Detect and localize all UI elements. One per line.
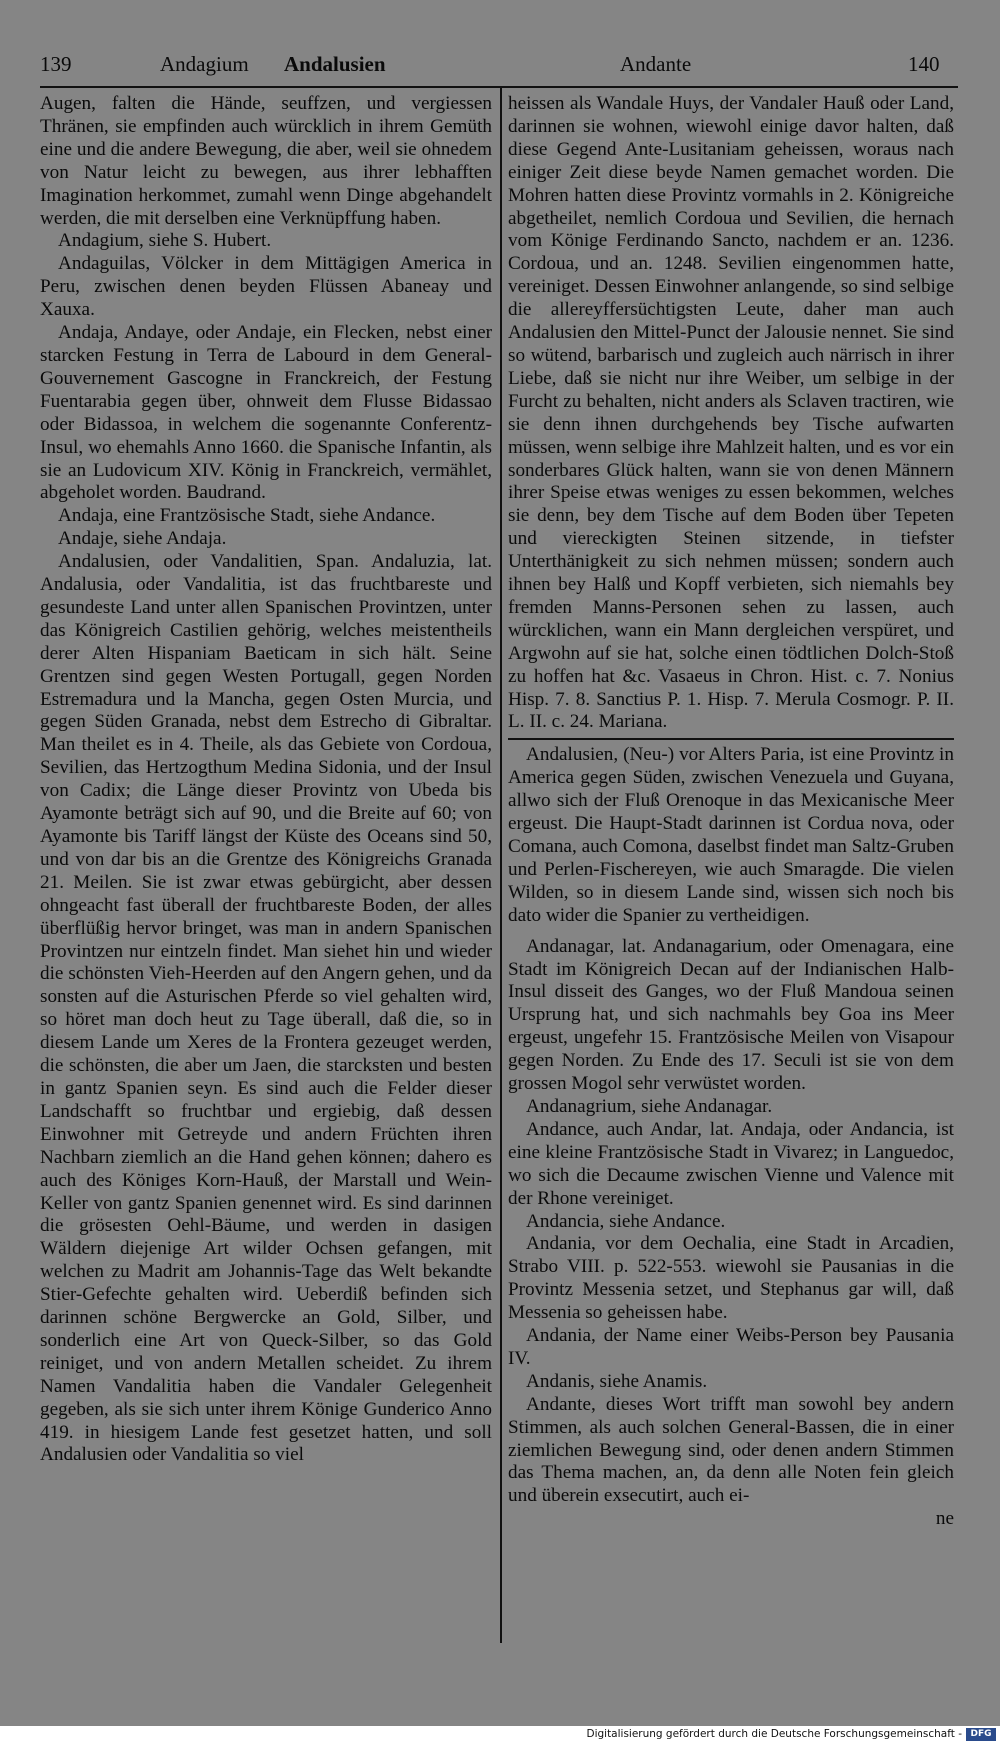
entry-andaguilas: Andaguilas, Völcker in dem Mittägigen America in Peru, zwischen denen beyden Flüssen Abaneay und Xauxa. (40, 253, 492, 321)
entry-andania-name: Andania, der Name einer Weibs-Person bey Pausania IV. (508, 1325, 954, 1369)
entry-continued: Augen, falten die Hände, seuffzen, und vergiessen Thränen, sie empfinden auch würcklich in ihrem Gemüth eine und die andere Bewegung, die aber, weil sie ohnedem von Natur leicht zu bewegen, aus ihrer lebhafften Imagination herkommet, zumahl wenn Dinge abgehandelt werden, die mit derselben eine Verknüpffung haben. (40, 93, 492, 229)
page-number-left: 139 (40, 52, 72, 76)
footer-credit: Digitalisierung gefördert durch die Deutsche Forschungsgemeinschaft - (586, 1728, 962, 1740)
entry-andaja-stadt: Andaja, eine Frantzösische Stadt, siehe Andance. (58, 505, 436, 527)
column-divider (500, 88, 502, 1643)
entry-andalusien-continued: heissen als Wandale Huys, der Vandaler Hauß oder Land, darinnen sie wohnen, wiewohl einige davor halten, daß diese Gegend Ante-Lusitaniam geheissen, woraus nach einiger Zeit diese beyde Namen gemachet worden. Die Mohren hatten diese Provintz vormahls in 2. Königreiche abgetheilet, nemlich Cordoua und Sevilien, die hernach vom Könige Ferdinando Sancto, nachdem er an. 1236. Cordoua, und an. 1248. Sevilien eingenommen hatte, vereiniget. Dessen Einwohner anlangende, so sind selbige die allereyffersüchtigsten Leute, daher man auch Andalusien den Mittel-Punct der Jalousie nennet. Sie sind so wütend, barbarisch und zugleich auch närrisch in ihrer Liebe, daß sie nicht nur ihre Weiber, um selbige in der Furcht zu behalten, nicht anders als Sclaven tractiren, wie sie denn ihnen durchgehends bey Tische aufwarten müssen, wenn selbige ihre Mahlzeit halten, und es vor ein sonderbares Glück halten, wann sie von denen Männern ihrer Speise etwas weniges zu essen bekommen, welches sie denn, bey dem Tische auf dem Boden über Tepeten und viereckigten Steinen sitzende, in tiefster Unterthänigkeit zu sich nehmen müssen; sondern auch ihnen bey Halß und Kopff verbieten, sich niemahls bey fremden Manns-Personen sehen zu lassen, auch würcklichen, wann ein Mann dergleichen verspüret, und Argwohn auf sie hat, solche einen tödtlichen Dolch-Stoß zu hoffen hat &c. Vasaeus in Chron. Hist. c. 7. Nonius Hisp. 7. 8. Sanctius P. 1. Hisp. 7. Merula Cosmogr. P. II. L. II. c. 24. Mariana. (508, 93, 954, 733)
left-column (40, 93, 492, 1467)
entry-andanis: Andanis, siehe Anamis. (526, 1370, 708, 1392)
digitization-footer (0, 1726, 1000, 1744)
dfg-logo: DFG (966, 1728, 996, 1741)
entry-andance: Andance, auch Andar, lat. Andaja, oder Andancia, ist eine kleine Frantzösische Stadt in Vivarez; in Languedoc, wo sich die Decaume zwischen Vienne und Valence mit der Rhone vereiniget. (508, 1118, 954, 1209)
header-keyword-main: Andalusien (284, 52, 386, 76)
entry-andaje: Andaje, siehe Andaja. (58, 528, 227, 550)
header-rule (40, 86, 958, 88)
entry-andaja: Andaja, Andaye, oder Andaje, ein Flecken, nebst einer starcken Festung in Terra de Labourd in dem General-Gouvernement Gascogne in Franckreich, der Festung Fuentarabia gegen über, ohnweit dem Flusse Bidassao oder Bidassoa, in welchem die sogenannte Conferentz-Insul, wo ehemahls Anno 1660. die Spanische Infantin, als sie an Ludovicum XIV. König in Franckreich, vermählet, abgeholet worden. Baudrand. (40, 322, 492, 504)
entry-andagium: Andagium, siehe S. Hubert. (58, 230, 272, 252)
header-keyword-left: Andagium (160, 52, 249, 76)
page-header (40, 48, 952, 84)
right-column (508, 93, 954, 1531)
entry-andante: Andante, dieses Wort trifft man sowohl bey andern Stimmen, als auch solchen General-Bassen, die in einer ziemlichen Bewegung sind, oder denen andern Stimmen das Thema machen, an, da denn alle Noten fein gleich und überein exsecutirt, auch ei- (508, 1393, 954, 1507)
catchword: ne (935, 1508, 954, 1530)
entry-andancia: Andancia, siehe Andance. (526, 1210, 726, 1232)
header-keyword-right: Andante (620, 52, 692, 76)
entry-andanagrium: Andanagrium, siehe Andanagar. (526, 1095, 773, 1117)
entry-neu-andalusien: Andalusien, (Neu-) vor Alters Paria, ist eine Provintz in America gegen Süden, zwischen Venezuela und Guyana, allwo sich der Fluß Orenoque in das Mexicanische Meer ergeust. Die Haupt-Stadt darinnen ist Cordua nova, oder Comana, auch Comona, daselbst findet man Saltz-Gruben und Perlen-Fischereyen, wie auch Smaragde. Die vielen Wilden, so in diesem Lande sind, wissen sich noch bis dato wider die Spanier zu vertheidigen. (508, 744, 954, 926)
entry-andania-stadt: Andania, vor dem Oechalia, eine Stadt in Arcadien, Strabo VIII. p. 522-553. wiewohl sie Pausanias in die Provintz Messenia setzet, und Stephanus gar will, daß Messenia so geheissen habe. (508, 1233, 954, 1324)
page-number-right: 140 (908, 52, 940, 76)
entry-andalusien: Andalusien, oder Vandalitien, Span. Andaluzia, lat. Andalusia, oder Vandalitia, ist das fruchtbareste und gesundeste Land unter allen Spanischen Provintzen, unter das Königreich Castilien gehörig, welches meistentheils derer Alten Hispaniam Baeticam in sich hält. Seine Grentzen sind gegen Westen Portugall, gegen Norden Estremadura und la Mancha, gegen Osten Murcia, und gegen Süden Granada, nebst dem Estrecho di Gibraltar. Man theilet es in 4. Theile, als das Gebiete von Cordoua, Sevilien, das Hertzogthum Medina Sidonia, und der Insul von Cadix; die Länge dieser Provintz von Ubeda bis Ayamonte beträgt sich auf 90, und die Breite auf 60; von Ayamonte bis Tariff längst der Küste des Oceans sind 50, und von dar bis an die Grentze des Königreichs Granada 21. Meilen. Sie ist zwar etwas gebürgicht, aber dessen ohngeacht fast überall der fruchtbareste Boden, der alles überflüßig hervor bringet, was man in andern Spanischen Provintzen nur eintzeln findet. Man siehet hin und wieder die schönsten Vieh-Heerden auf den Angern gehen, und da sonsten auf die Asturischen Pferde so viel gehalten wird, so höret man doch heut zu Tage überall, daß die, so in diesem Lande um Xeres de la Frontera gezeuget werden, die schönsten, die aber um Jaen, die starcksten und besten in gantz Spanien seyn. Es sind auch die Felder dieser Landschafft so fruchtbar und ergiebig, daß dessen Einwohner mit Getreyde und andern Früchten ihren Nachbarn ziemlich an die Hand gehen können; dahero es auch des Königes Korn-Hauß, der Marstall und Wein-Keller von gantz Spanien genennet wird. Es sind darinnen die grösesten Oehl-Bäume, und werden in dasigen Wäldern diejenige Art wilder Ochsen gefangen, mit welchen zu Madrit am Johannis-Tage das Welt bekandte Stier-Gefechte gehalten wird. Ueberdiß befinden sich darinnen schöne Bergwercke an Gold, Silber, und sonderlich eine Art von Queck-Silber, so das Gold reiniget, und von andern Metallen scheidet. Zu ihrem Namen Vandalitia haben die Vandaler Gelegenheit gegeben, als sie sich unter ihrem Könige Gunderico Anno 419. in hiesigem Lande fest gesetzet hatten, und soll Andalusien oder Vandalitia so viel (40, 551, 492, 1466)
entry-separator (508, 738, 954, 740)
entry-andanagar: Andanagar, lat. Andanagarium, oder Omenagara, eine Stadt im Königreich Decan auf der Indianischen Halb-Insul disseit des Ganges, wo der Fluß Mandoua seinen Ursprung hat, und sich nachmahls bey Goa ins Meer ergeust, ungefehr 15. Frantzösische Meilen von Visapour gegen Norden. Zu Ende des 17. Seculi ist sie von dem grossen Mogol sehr verwüstet worden. (508, 935, 954, 1095)
